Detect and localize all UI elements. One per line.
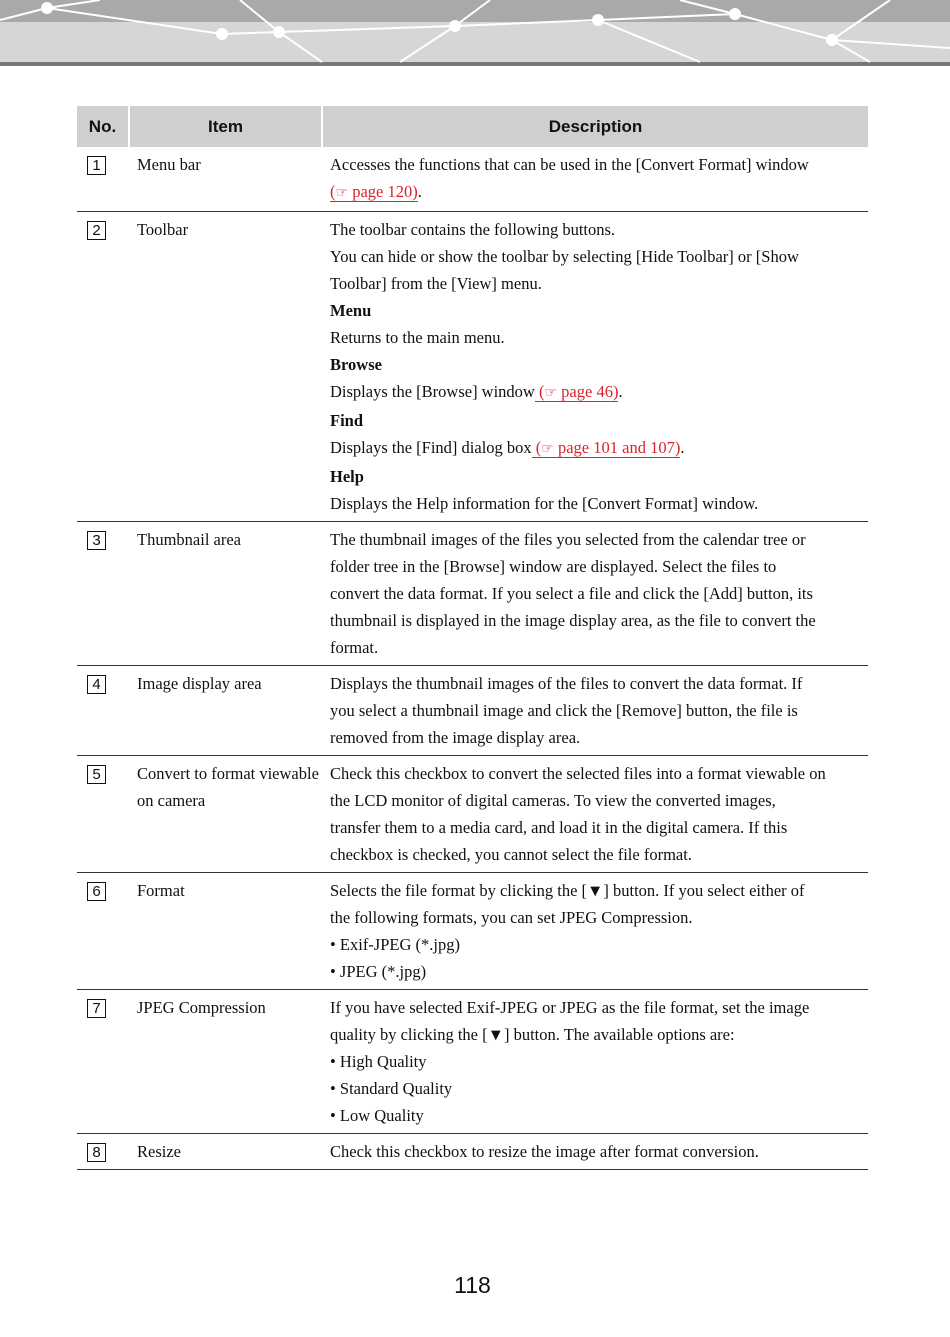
description-line bbox=[330, 841, 862, 868]
items-table-container bbox=[77, 106, 868, 1170]
description-line bbox=[330, 607, 862, 634]
description-line bbox=[330, 526, 862, 553]
description-text: Returns to the main menu. bbox=[330, 328, 505, 347]
row-number-badge: 5 bbox=[87, 765, 106, 784]
row-number-cell bbox=[77, 147, 129, 212]
trailing-punctuation: . bbox=[417, 182, 422, 201]
pointing-hand-icon: ☞ bbox=[544, 385, 558, 401]
description-line bbox=[330, 877, 862, 904]
description-text: transfer them to a media card, and load it in the digital camera. If this bbox=[330, 818, 788, 837]
description-line bbox=[330, 1048, 862, 1075]
network-pattern-graphic bbox=[0, 0, 950, 68]
header-banner bbox=[0, 0, 950, 68]
description-line bbox=[330, 931, 862, 958]
description-line bbox=[330, 814, 862, 841]
description-text: the LCD monitor of digital cameras. To view the converted images, bbox=[330, 791, 776, 810]
item-name: Format bbox=[137, 881, 185, 900]
row-number-cell bbox=[77, 990, 129, 1134]
page-reference-text: page 120 bbox=[352, 182, 413, 201]
items-table bbox=[77, 106, 868, 1170]
description-text: The thumbnail images of the files you selected from the calendar tree or bbox=[330, 530, 806, 549]
description-subheading bbox=[330, 463, 862, 490]
table-body bbox=[77, 147, 868, 1170]
description-line bbox=[330, 434, 862, 463]
description-text: convert the data format. If you select a file and click the [Add] button, its bbox=[330, 584, 813, 603]
item-name: Convert to format viewable on camera bbox=[137, 764, 319, 810]
description-text: If you have selected Exif-JPEG or JPEG as the file format, set the image bbox=[330, 998, 810, 1017]
description-text: Help bbox=[330, 467, 364, 486]
description-line bbox=[330, 670, 862, 697]
description-text: • Exif-JPEG (*.jpg) bbox=[330, 935, 460, 954]
description-text: You can hide or show the toolbar by selecting [Hide Toolbar] or [Show bbox=[330, 247, 799, 266]
description-line bbox=[330, 697, 862, 724]
row-number-cell bbox=[77, 666, 129, 756]
item-description bbox=[322, 873, 868, 990]
table-row bbox=[77, 522, 868, 666]
description-text: Displays the thumbnail images of the files to convert the data format. If bbox=[330, 674, 803, 693]
description-line bbox=[330, 270, 862, 297]
description-line bbox=[330, 1138, 862, 1165]
description-line bbox=[330, 324, 862, 351]
trailing-punctuation: . bbox=[680, 438, 685, 457]
description-text: folder tree in the [Browse] window are displayed. Select the files to bbox=[330, 557, 777, 576]
table-row bbox=[77, 666, 868, 756]
header-description: Description bbox=[322, 106, 868, 147]
description-line bbox=[330, 151, 862, 178]
row-number-badge: 2 bbox=[87, 221, 106, 240]
description-text: Menu bbox=[330, 301, 372, 320]
description-text: format. bbox=[330, 638, 379, 657]
row-number-badge: 1 bbox=[87, 156, 106, 175]
description-line bbox=[330, 904, 862, 931]
item-name: Menu bar bbox=[137, 155, 201, 174]
row-number-cell bbox=[77, 756, 129, 873]
table-row bbox=[77, 990, 868, 1134]
description-line bbox=[330, 787, 862, 814]
row-number-cell bbox=[77, 522, 129, 666]
description-text: checkbox is checked, you cannot select the file format. bbox=[330, 845, 692, 864]
description-line bbox=[330, 760, 862, 787]
item-description bbox=[322, 1134, 868, 1170]
item-name: JPEG Compression bbox=[137, 998, 266, 1017]
description-line bbox=[330, 490, 862, 517]
description-subheading bbox=[330, 407, 862, 434]
row-number-cell bbox=[77, 1134, 129, 1170]
description-line bbox=[330, 216, 862, 243]
item-name: Toolbar bbox=[137, 220, 189, 239]
page-number: 118 bbox=[454, 1272, 491, 1298]
row-number-badge: 7 bbox=[87, 999, 106, 1018]
description-text: The toolbar contains the following buttons. bbox=[330, 220, 616, 239]
item-description bbox=[322, 990, 868, 1134]
row-number-badge: 4 bbox=[87, 675, 106, 694]
description-text: • High Quality bbox=[330, 1052, 427, 1071]
description-text: Find bbox=[330, 411, 364, 430]
table-row bbox=[77, 1134, 868, 1170]
header-item: Item bbox=[129, 106, 322, 147]
row-number-badge: 3 bbox=[87, 531, 106, 550]
page-reference-text: page 46 bbox=[561, 382, 613, 401]
description-text: Check this checkbox to convert the selected files into a format viewable on bbox=[330, 764, 826, 783]
row-number-cell bbox=[77, 212, 129, 522]
table-header-row bbox=[77, 106, 868, 147]
description-text: Displays the Help information for the [Convert Format] window. bbox=[330, 494, 759, 513]
pointing-hand-icon: ☞ bbox=[541, 441, 554, 457]
item-description bbox=[322, 147, 868, 212]
description-text: Selects the file format by clicking the [▼] button. If you select either of bbox=[330, 881, 805, 900]
description-line bbox=[330, 378, 862, 407]
page-reference-link[interactable]: (☞ page 46) bbox=[534, 382, 619, 401]
description-text: quality by clicking the [▼] button. The available options are: bbox=[330, 1025, 735, 1044]
description-text: Browse bbox=[330, 355, 382, 374]
row-number-badge: 8 bbox=[87, 1143, 106, 1162]
item-name: Image display area bbox=[137, 674, 262, 693]
description-line bbox=[330, 994, 862, 1021]
description-line bbox=[330, 1075, 862, 1102]
header-no: No. bbox=[77, 106, 129, 147]
description-text: thumbnail is displayed in the image display area, as the file to convert the bbox=[330, 611, 816, 630]
description-line bbox=[330, 634, 862, 661]
pointing-hand-icon: ☞ bbox=[335, 185, 349, 201]
description-subheading bbox=[330, 351, 862, 378]
description-line bbox=[330, 958, 862, 985]
trailing-punctuation: . bbox=[618, 382, 623, 401]
description-subheading bbox=[330, 297, 862, 324]
page-reference-link[interactable]: (☞ page 101 and 107) bbox=[531, 438, 681, 457]
description-line bbox=[330, 178, 862, 207]
description-line bbox=[330, 1021, 862, 1048]
description-line bbox=[330, 1102, 862, 1129]
item-description bbox=[322, 212, 868, 522]
description-line bbox=[330, 580, 862, 607]
item-name: Thumbnail area bbox=[137, 530, 241, 549]
description-line bbox=[330, 243, 862, 270]
item-description bbox=[322, 666, 868, 756]
row-number-cell bbox=[77, 873, 129, 990]
description-text: Displays the [Browse] window bbox=[330, 382, 535, 401]
description-text: • Standard Quality bbox=[330, 1079, 453, 1098]
description-text: Displays the [Find] dialog box bbox=[330, 438, 532, 457]
table-row bbox=[77, 756, 868, 873]
description-text: you select a thumbnail image and click the [Remove] button, the file is bbox=[330, 701, 798, 720]
page-reference-link[interactable]: (☞ page 120) bbox=[330, 182, 418, 201]
description-text: Accesses the functions that can be used in the [Convert Format] window bbox=[330, 155, 809, 174]
description-text: • Low Quality bbox=[330, 1106, 424, 1125]
description-text: removed from the image display area. bbox=[330, 728, 581, 747]
row-number-badge: 6 bbox=[87, 882, 106, 901]
description-text: Toolbar] from the [View] menu. bbox=[330, 274, 542, 293]
description-line bbox=[330, 724, 862, 751]
description-text: Check this checkbox to resize the image after format conversion. bbox=[330, 1142, 759, 1161]
page-reference-text: page 101 and 107 bbox=[557, 438, 675, 457]
description-text: • JPEG (*.jpg) bbox=[330, 962, 427, 981]
description-text: the following formats, you can set JPEG Compression. bbox=[330, 908, 693, 927]
table-row bbox=[77, 212, 868, 522]
table-row bbox=[77, 147, 868, 212]
description-line bbox=[330, 553, 862, 580]
item-description bbox=[322, 756, 868, 873]
item-name: Resize bbox=[137, 1142, 181, 1161]
item-description bbox=[322, 522, 868, 666]
table-row bbox=[77, 873, 868, 990]
